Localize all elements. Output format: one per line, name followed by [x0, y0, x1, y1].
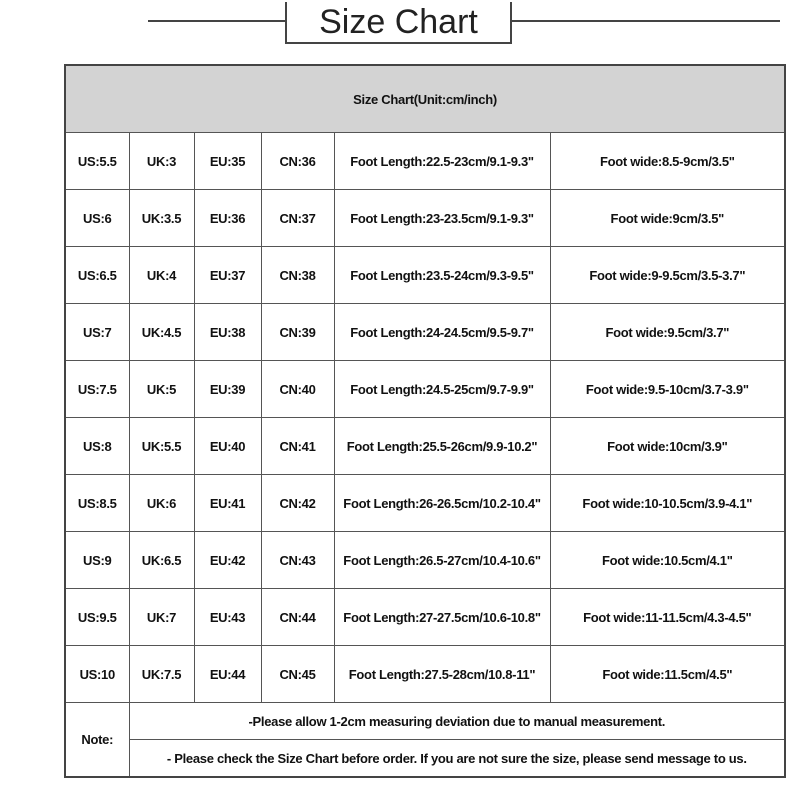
title-rule-left [148, 20, 285, 22]
table-header: Size Chart(Unit:cm/inch) [65, 65, 785, 133]
eu-size-cell: EU:35 [194, 133, 261, 190]
size-chart-table [64, 64, 786, 778]
foot-wide-cell: Foot wide:10cm/3.9" [550, 418, 785, 475]
cn-size-cell: CN:41 [261, 418, 334, 475]
foot-length-cell: Foot Length:26-26.5cm/10.2-10.4" [334, 475, 550, 532]
table-row [65, 190, 785, 247]
us-size-cell: US:9.5 [65, 589, 129, 646]
page-title: Size Chart [285, 2, 512, 44]
table-row [65, 589, 785, 646]
eu-size-cell: EU:44 [194, 646, 261, 703]
us-size-cell: US:7.5 [65, 361, 129, 418]
us-size-cell: US:6 [65, 190, 129, 247]
uk-size-cell: UK:4 [129, 247, 194, 304]
us-size-cell: US:8 [65, 418, 129, 475]
eu-size-cell: EU:36 [194, 190, 261, 247]
eu-size-cell: EU:41 [194, 475, 261, 532]
cn-size-cell: CN:44 [261, 589, 334, 646]
foot-wide-cell: Foot wide:8.5-9cm/3.5" [550, 133, 785, 190]
table-row [65, 247, 785, 304]
table-header-row [65, 65, 785, 133]
foot-length-cell: Foot Length:24-24.5cm/9.5-9.7" [334, 304, 550, 361]
table-row [65, 475, 785, 532]
uk-size-cell: UK:6 [129, 475, 194, 532]
note-line-1: -Please allow 1-2cm measuring deviation due to manual measurement. [129, 703, 785, 740]
note-row [65, 740, 785, 778]
note-row [65, 703, 785, 740]
foot-wide-cell: Foot wide:10-10.5cm/3.9-4.1" [550, 475, 785, 532]
foot-wide-cell: Foot wide:9cm/3.5" [550, 190, 785, 247]
foot-length-cell: Foot Length:22.5-23cm/9.1-9.3" [334, 133, 550, 190]
foot-length-cell: Foot Length:23.5-24cm/9.3-9.5" [334, 247, 550, 304]
foot-length-cell: Foot Length:23-23.5cm/9.1-9.3" [334, 190, 550, 247]
eu-size-cell: EU:43 [194, 589, 261, 646]
cn-size-cell: CN:42 [261, 475, 334, 532]
uk-size-cell: UK:7 [129, 589, 194, 646]
eu-size-cell: EU:37 [194, 247, 261, 304]
cn-size-cell: CN:39 [261, 304, 334, 361]
foot-length-cell: Foot Length:27.5-28cm/10.8-11" [334, 646, 550, 703]
eu-size-cell: EU:39 [194, 361, 261, 418]
title-rule-right [512, 20, 780, 22]
uk-size-cell: UK:3 [129, 133, 194, 190]
uk-size-cell: UK:4.5 [129, 304, 194, 361]
uk-size-cell: UK:6.5 [129, 532, 194, 589]
foot-length-cell: Foot Length:25.5-26cm/9.9-10.2" [334, 418, 550, 475]
table-row [65, 532, 785, 589]
eu-size-cell: EU:38 [194, 304, 261, 361]
cn-size-cell: CN:38 [261, 247, 334, 304]
foot-wide-cell: Foot wide:11.5cm/4.5" [550, 646, 785, 703]
uk-size-cell: UK:5 [129, 361, 194, 418]
foot-wide-cell: Foot wide:10.5cm/4.1" [550, 532, 785, 589]
cn-size-cell: CN:36 [261, 133, 334, 190]
table-row [65, 361, 785, 418]
note-line-2: - Please check the Size Chart before order. If you are not sure the size, please send message to us. [129, 740, 785, 778]
us-size-cell: US:10 [65, 646, 129, 703]
table-row [65, 418, 785, 475]
table-row [65, 133, 785, 190]
cn-size-cell: CN:37 [261, 190, 334, 247]
cn-size-cell: CN:40 [261, 361, 334, 418]
foot-wide-cell: Foot wide:11-11.5cm/4.3-4.5" [550, 589, 785, 646]
uk-size-cell: UK:5.5 [129, 418, 194, 475]
table-row [65, 304, 785, 361]
us-size-cell: US:7 [65, 304, 129, 361]
foot-length-cell: Foot Length:27-27.5cm/10.6-10.8" [334, 589, 550, 646]
cn-size-cell: CN:43 [261, 532, 334, 589]
us-size-cell: US:5.5 [65, 133, 129, 190]
table-row [65, 646, 785, 703]
us-size-cell: US:9 [65, 532, 129, 589]
cn-size-cell: CN:45 [261, 646, 334, 703]
foot-wide-cell: Foot wide:9.5-10cm/3.7-3.9" [550, 361, 785, 418]
eu-size-cell: EU:40 [194, 418, 261, 475]
note-label: Note: [65, 703, 129, 778]
foot-length-cell: Foot Length:24.5-25cm/9.7-9.9" [334, 361, 550, 418]
uk-size-cell: UK:7.5 [129, 646, 194, 703]
foot-wide-cell: Foot wide:9-9.5cm/3.5-3.7" [550, 247, 785, 304]
foot-wide-cell: Foot wide:9.5cm/3.7" [550, 304, 785, 361]
uk-size-cell: UK:3.5 [129, 190, 194, 247]
us-size-cell: US:6.5 [65, 247, 129, 304]
eu-size-cell: EU:42 [194, 532, 261, 589]
us-size-cell: US:8.5 [65, 475, 129, 532]
foot-length-cell: Foot Length:26.5-27cm/10.4-10.6" [334, 532, 550, 589]
